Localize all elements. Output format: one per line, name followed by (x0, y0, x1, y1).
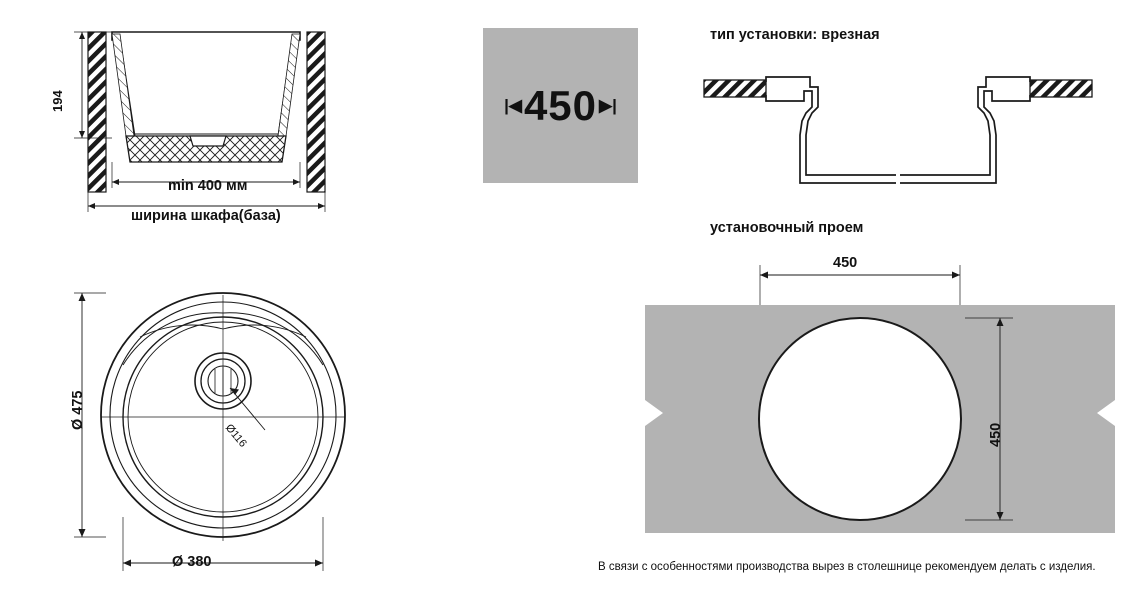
size-badge-panel (483, 28, 638, 183)
cutout-top-dimension: 450 (833, 255, 858, 271)
cabinet-min-width-label: min 400 мм (168, 178, 248, 194)
cutout-title: установочный проем (710, 220, 864, 236)
mount-section-diagram (700, 55, 1100, 200)
size-badge-right-arrow: ▶| (599, 95, 617, 115)
size-badge-left-arrow: |◀ (504, 95, 522, 115)
cabinet-width-caption: ширина шкафа(база) (131, 208, 281, 224)
cutout-note: В связи с особенностями производства вырез в столешнице рекомендуем делать с изделия. (598, 561, 1096, 573)
cutout-diagram (645, 250, 1115, 560)
mount-type-title: тип установки: врезная (710, 27, 880, 43)
top-view-bowl-diameter: Ø 380 (172, 554, 212, 570)
cutout-side-dimension: 450 (988, 422, 1004, 447)
top-view-drain-diameter: Ø116 (222, 422, 249, 450)
cross-section-depth-label: 194 (50, 90, 65, 112)
top-view-diagram (60, 285, 390, 585)
size-badge-value: 450 (523, 81, 598, 129)
top-view-outer-diameter: Ø 475 (70, 390, 86, 430)
